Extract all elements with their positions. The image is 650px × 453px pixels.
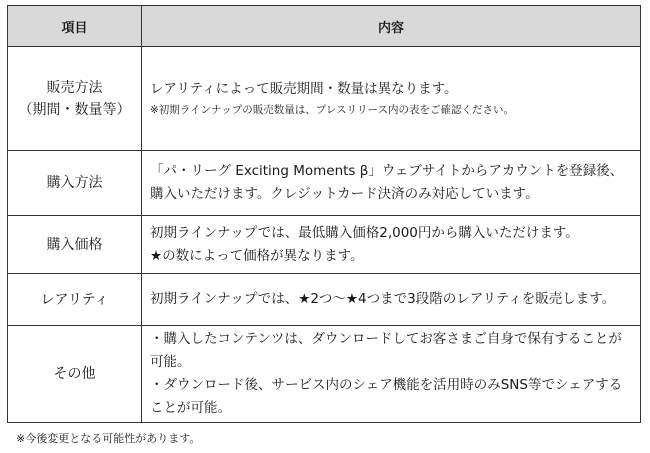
content-line: ・ダウンロード後、サービス内のシェア機能を活用時のみSNS等でシェアすることが可能。 xyxy=(150,377,623,416)
table-row xyxy=(8,274,641,326)
table-row xyxy=(8,216,641,274)
row-label-rarity: レアリティ xyxy=(8,274,142,326)
footnote: ※今後変更となる可能性があります。 xyxy=(16,432,201,445)
table-row xyxy=(8,151,641,216)
content-line: ・購入したコンテンツは、ダウンロードしてお客さまご自身で保有することが可能。 xyxy=(150,331,622,370)
row-content-purchase-price xyxy=(142,216,641,274)
row-label-line: （期間・数量等） xyxy=(18,101,131,118)
column-header-item: 項目 xyxy=(8,6,142,47)
table-row xyxy=(8,47,641,151)
row-content-other xyxy=(142,326,641,423)
row-content-rarity: 初期ラインナップでは、★2つ～★4つまで3段階のレアリティを販売します。 xyxy=(142,274,641,326)
content-line: レアリティによって販売期間・数量は異なります。 xyxy=(150,81,458,97)
content-line: ★の数によって価格が異なります。 xyxy=(150,247,364,264)
row-label-purchase-price: 購入価格 xyxy=(8,216,142,274)
table-header-row xyxy=(8,6,641,47)
column-header-content: 内容 xyxy=(142,6,641,47)
row-label-purchase-method: 購入方法 xyxy=(8,151,142,216)
row-label-sales-method xyxy=(8,47,142,151)
row-label-line: 販売方法 xyxy=(46,79,103,96)
table-row xyxy=(8,326,641,423)
row-label-other: その他 xyxy=(8,326,142,423)
content-line: 初期ラインナップでは、最低購入価格2,000円から購入いただけます。 xyxy=(150,224,579,241)
row-content-purchase-method: 「パ・リーグ Exciting Moments β」ウェブサイトからアカウントを登録後、購入いただけます。クレジットカード決済のみ対応しています。 xyxy=(142,151,641,216)
info-table xyxy=(7,5,641,423)
content-note: ※初期ラインナップの販売数量は、プレスリリース内の表をご確認ください。 xyxy=(150,104,515,116)
row-content-sales-method xyxy=(142,47,641,151)
